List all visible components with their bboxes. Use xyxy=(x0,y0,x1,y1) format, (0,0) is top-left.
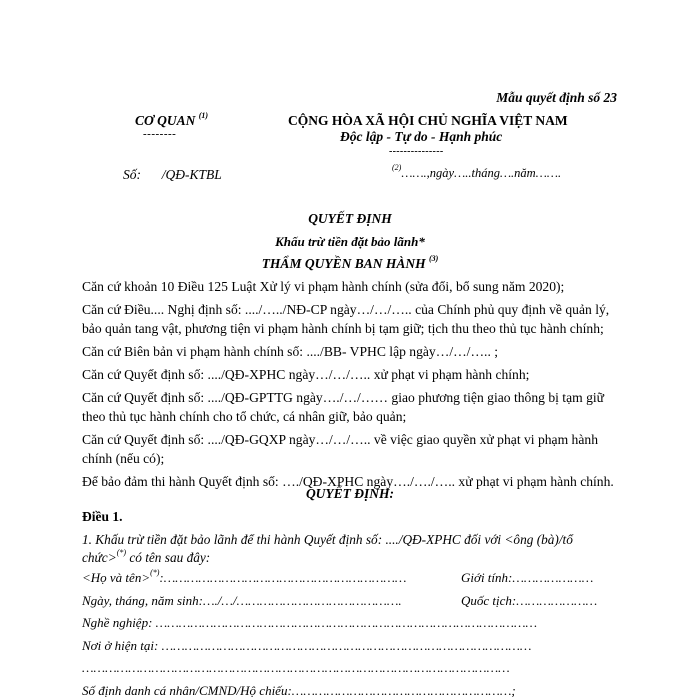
article-1-clause-line-1: 1. Khấu trừ tiền đặt bảo lãnh để thi hành Quyết định số: ..../QĐ-XPHC đối với <ông (bà)/tổ xyxy=(82,532,573,547)
decision-heading: QUYẾT ĐỊNH: xyxy=(305,486,395,501)
document-subtitle: Khấu trừ tiền đặt bảo lãnh* xyxy=(275,234,425,249)
authority-note: (3) xyxy=(428,253,439,263)
basis-3: Căn cứ Biên bản vi phạm hành chính số: ..../BB- VPHC lập ngày…/…/….. ; xyxy=(82,344,499,359)
legal-bases xyxy=(82,277,622,495)
document-title: QUYẾT ĐỊNH xyxy=(308,211,392,226)
nation-title: CỘNG HÒA XÃ HỘI CHỦ NGHĨA VIỆT NAM xyxy=(288,113,568,128)
decision-number xyxy=(123,167,222,183)
name-note: (*) xyxy=(150,567,160,577)
clause-tail: có tên sau đây: xyxy=(126,550,211,565)
agency-note: (1) xyxy=(198,110,209,120)
article-1-clause-line-2 xyxy=(82,547,211,566)
field-gender: Giới tính:………………… xyxy=(461,570,594,585)
agency-dash: -------- xyxy=(143,128,177,140)
number-code: /QĐ-KTBL xyxy=(161,167,222,182)
basis-6: Căn cứ Quyết định số: ..../QĐ-GQXP ngày…/…/….. về việc giao quyền xử phạt vi phạm hành chính (nếu có); xyxy=(82,432,598,466)
basis-5: Căn cứ Quyết định số: ..../QĐ-GPTTG ngày…./…/…… giao phương tiện giao thông bị tạm giữ theo thủ tục hành chính cho tổ chức, cá nhân giữ, bảo quản; xyxy=(82,390,605,424)
agency-name xyxy=(135,110,209,129)
nation-motto: Độc lập - Tự do - Hạnh phúc xyxy=(340,129,503,144)
name-label: <Họ và tên> xyxy=(82,570,151,585)
authority-text: THẨM QUYỀN BAN HÀNH xyxy=(261,256,426,271)
form-label: Mẫu quyết định số 23 xyxy=(496,90,617,105)
article-1-title: Điều 1. xyxy=(82,509,123,524)
basis-7: Để bảo đảm thi hành Quyết định số: …./QĐ-XPHC ngày…./…./….. xử phạt vi phạm hành chính. xyxy=(82,474,614,489)
field-occupation: Nghề nghiệp: ……………………………………………………………………………………… xyxy=(82,615,538,630)
clause-org-text: chức> xyxy=(82,550,117,565)
clause-note: (*) xyxy=(116,547,127,557)
date-note: (2) xyxy=(392,162,402,172)
field-dob: Ngày, tháng, năm sinh:…./…/……………………………………. xyxy=(82,593,402,608)
basis-2: Căn cứ Điều.... Nghị định số: ..../…../NĐ-CP ngày…/…/….. của Chính phủ quy định về quản lý, bảo quản tang vật, phương tiện vi phạm hành chính bị tạm giữ; tịch thu theo thủ tục hành chính; xyxy=(82,302,610,336)
issuing-authority xyxy=(0,253,700,272)
agency-name-text: CƠ QUAN xyxy=(135,113,196,128)
field-id-number: Số định danh cá nhân/CMND/Hộ chiếu:…………………………………………………; xyxy=(82,683,516,698)
number-label: Số: xyxy=(123,167,141,182)
basis-4: Căn cứ Quyết định số: ..../QĐ-XPHC ngày…/…/….. xử phạt vi phạm hành chính; xyxy=(82,367,530,382)
date-text: …….,ngày…..tháng….năm……. xyxy=(401,166,562,180)
basis-1: Căn cứ khoản 10 Điều 125 Luật Xử lý vi phạm hành chính (sửa đổi, bổ sung năm 2020); xyxy=(82,279,565,294)
field-nationality: Quốc tịch:………………… xyxy=(461,593,598,608)
nation-rule: --------------- xyxy=(389,146,444,157)
field-residence-continued: ………………………………………………………………………………………………… xyxy=(82,660,510,675)
field-residence: Nơi ở hiện tại: …………………………………………………………………………………… xyxy=(82,638,532,653)
date-line xyxy=(392,162,562,181)
field-name xyxy=(82,567,407,586)
name-dots: :……………………………………………………… xyxy=(159,570,407,585)
